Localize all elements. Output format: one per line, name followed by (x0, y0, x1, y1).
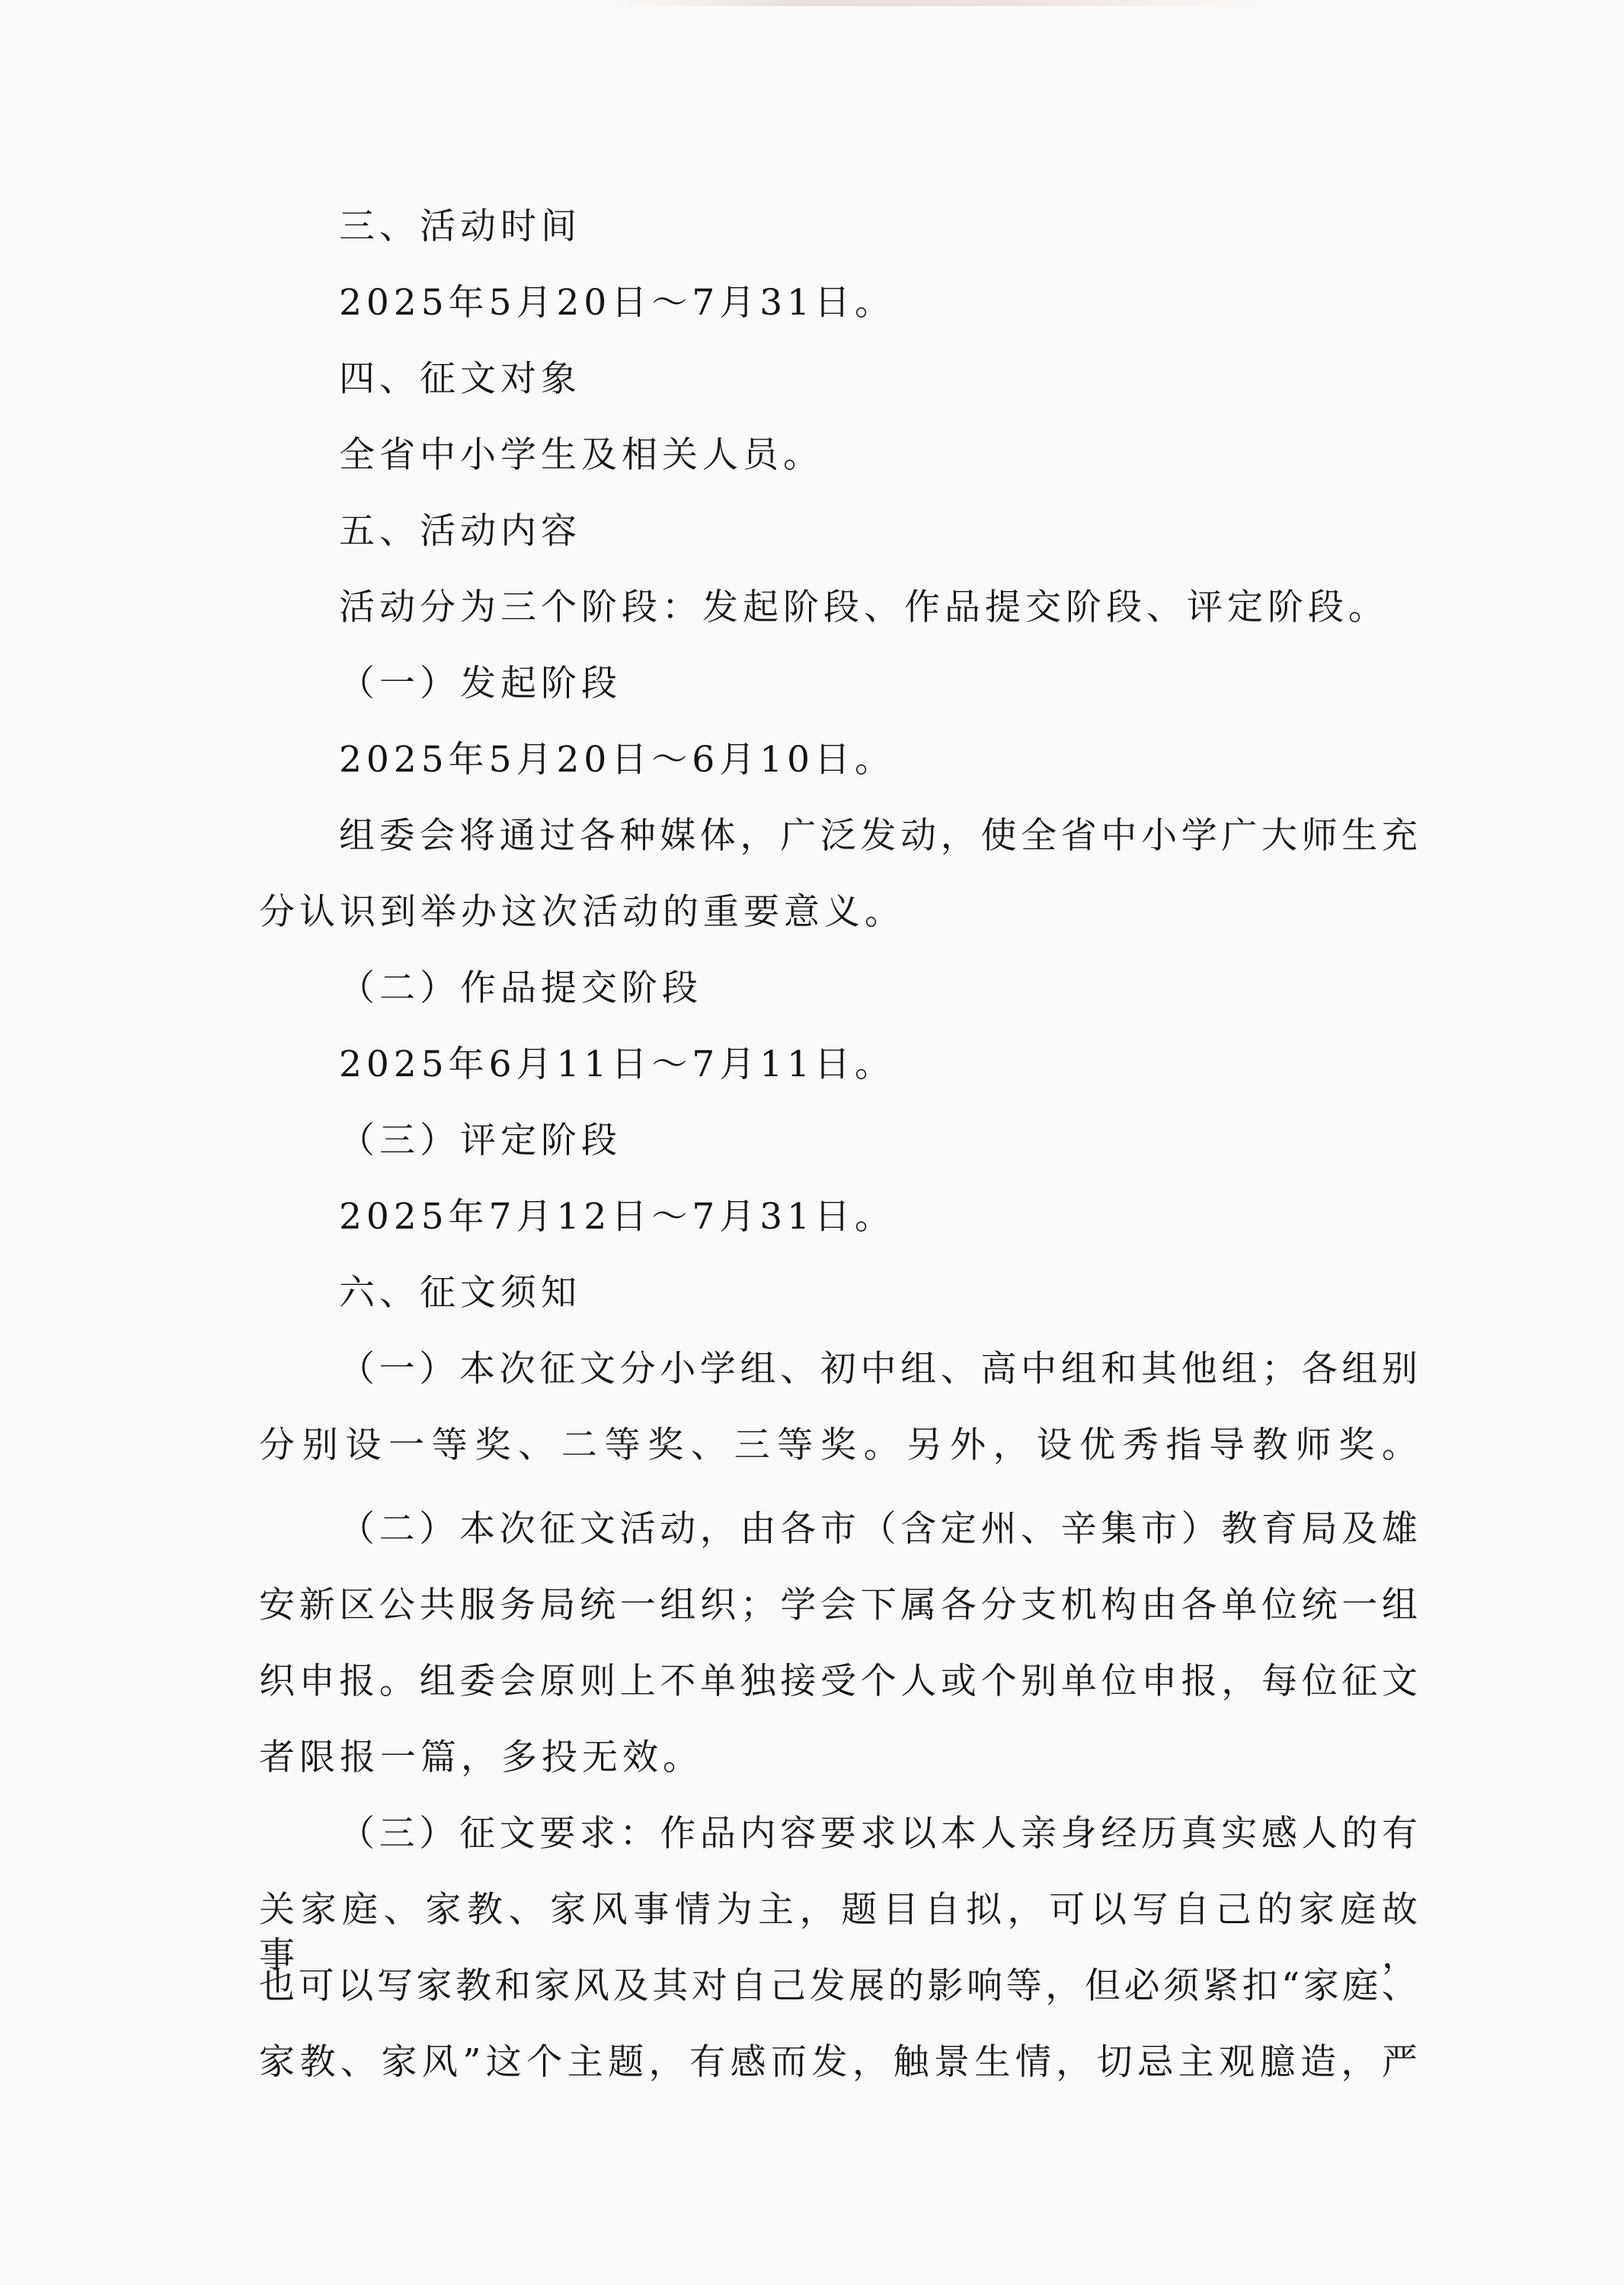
heading-section-4: 四、征文对象 (339, 358, 581, 400)
paragraph-line: （三）征文要求：作品内容要求以本人亲身经历真实感人的有 (339, 1813, 1421, 1855)
heading-section-6: 六、征文须知 (339, 1272, 581, 1314)
paragraph-line: 织申报。组委会原则上不单独接受个人或个别单位申报，每位征文 (259, 1660, 1421, 1702)
paragraph-line: 家教、家风”这个主题，有感而发，触景生情，切忌主观臆造，严 (259, 2041, 1421, 2083)
paragraph-line: 分认识到举办这次活动的重要意义。 (259, 891, 905, 933)
paragraph-line: 组委会将通过各种媒体，广泛发动，使全省中小学广大师生充 (339, 815, 1421, 857)
paragraph-line: 也可以写家教和家风及其对自己发展的影响等，但必须紧扣“家庭、 (259, 1965, 1421, 2007)
paragraph-line: 关家庭、家教、家风事情为主，题目自拟，可以写自己的家庭故事， (259, 1889, 1421, 1977)
paragraph-line: 活动分为三个阶段：发起阶段、作品提交阶段、评定阶段。 (339, 586, 1389, 628)
subheading-stage-2: （二）作品提交阶段 (339, 967, 702, 1009)
heading-section-3: 三、活动时间 (339, 206, 581, 248)
paragraph-line: 安新区公共服务局统一组织；学会下属各分支机构由各单位统一组 (259, 1584, 1421, 1626)
subheading-stage-3: （三）评定阶段 (339, 1120, 622, 1162)
paragraph-line: （一）本次征文分小学组、初中组、高中组和其他组；各组别 (339, 1348, 1421, 1390)
paragraph-line: 2025年6月11日～7月11日。 (339, 1043, 896, 1085)
paragraph-line: 2025年5月20日～6月10日。 (339, 739, 896, 781)
subheading-stage-1: （一）发起阶段 (339, 663, 622, 705)
paragraph-line: 分别设一等奖、二等奖、三等奖。另外，设优秀指导教师奖。 (259, 1424, 1421, 1466)
paragraph-line: 者限报一篇，多投无效。 (259, 1737, 703, 1778)
paragraph-line: 全省中小学生及相关人员。 (339, 434, 823, 476)
paragraph-line: 2025年5月20日～7月31日。 (339, 282, 896, 324)
paragraph-line: 2025年7月12日～7月31日。 (339, 1196, 896, 1238)
heading-section-5: 五、活动内容 (339, 510, 581, 552)
paragraph-line: （二）本次征文活动，由各市（含定州、辛集市）教育局及雄 (339, 1508, 1421, 1550)
